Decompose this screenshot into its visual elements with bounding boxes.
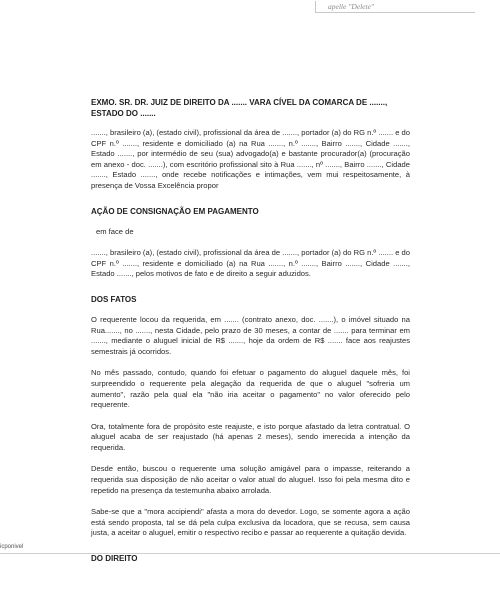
facts-title: DOS FATOS <box>91 294 137 304</box>
facts-paragraph-5: Sabe-se que a "mora accipiendi" afasta a mora do devedor. Logo, se somente agora a ação está sendo proposta, tal se dá pela culpa exclusiva da locadora, que se recusa, sem causa justa, a aceitar o aluguel, emitir o respectivo recibo e passar ao requerente a quitação devida. <box>91 507 410 538</box>
defendant-paragraph: ......., brasileiro (a), (estado civil), profissional da área de ......., portador (a) do RG n.º ....... e do CPF n.º ......., residente e domiciliado (a) na Rua ......., n.º ......., Bairro ......., Cidade ......., Estado ......., pelos motivos de fato e de direito a seguir aduzidos. <box>91 248 410 279</box>
petition-document <box>91 97 410 574</box>
facts-paragraph-3: Ora, totalmente fora de propósito este reajuste, e isto porque afastado da letra contratual. O aluguel acaba de ser reajustado (há apenas 2 meses), sendo imerecida a intenção da requerida. <box>91 421 410 452</box>
action-title: AÇÃO DE CONSIGNAÇÃO EM PAGAMENTO <box>91 206 259 216</box>
footer-divider <box>0 553 500 554</box>
facts-paragraph-1: O requerente locou da requerida, em ....... (contrato anexo, doc. .......), o imóvel situado na Rua......., no ......., nesta Cidade, pelo prazo de 30 meses, a contar de ....... para terminar em ......., mediante o aluguel inicial de R$ ......., hoje da ordem de R$ ....... face aos reajustes semestrais já ocorridos. <box>91 314 410 356</box>
petition-title: EXMO. SR. DR. JUIZ DE DIREITO DA ....... VARA CÍVEL DA COMARCA DE ......., ESTADO DO ....... <box>91 98 388 118</box>
law-title: DO DIREITO <box>91 554 138 564</box>
facts-paragraph-2: No mês passado, contudo, quando foi efetuar o pagamento do aluguel daquele mês, foi surpreendido o requerente pela alegação da requerida de que o aluguel "sofreria um aumento", razão pela qual ela "não iria aceitar o pagamento" no valor oferecido pelo requerente. <box>91 368 410 410</box>
em-face-text: em face de <box>96 226 134 236</box>
facts-paragraph-4: Desde então, buscou o requerente uma solução amigável para o impasse, reiterando a requerida sua disposição de não aceitar o valor atual do aluguel. Isso foi pela mesma dito e repetido na presença da testemunha abaixo arrolada. <box>91 464 410 495</box>
footer-label: icponivel <box>0 544 24 550</box>
delete-note: apelle "Delete" <box>315 1 475 13</box>
intro-paragraph: ......., brasileiro (a), (estado civil), profissional da área de ......., portador (a) do RG n.º ....... e do CPF n.º ......., residente e domiciliado (a) na Rua ......., n.º ......., Bairro ......., Cidade ......., Estado ......., por intermédio de seu (sua) advogado(a) e bastante procurador(a) (procuração em anexo - doc. .......), com escritório profissional sito à Rua ......., nº ......., Bairro ......., Cidade ......., Estado ......., onde recebe notificações e intimações, vem mui respeitosamente, à presença de Vossa Excelência propor <box>91 128 410 190</box>
